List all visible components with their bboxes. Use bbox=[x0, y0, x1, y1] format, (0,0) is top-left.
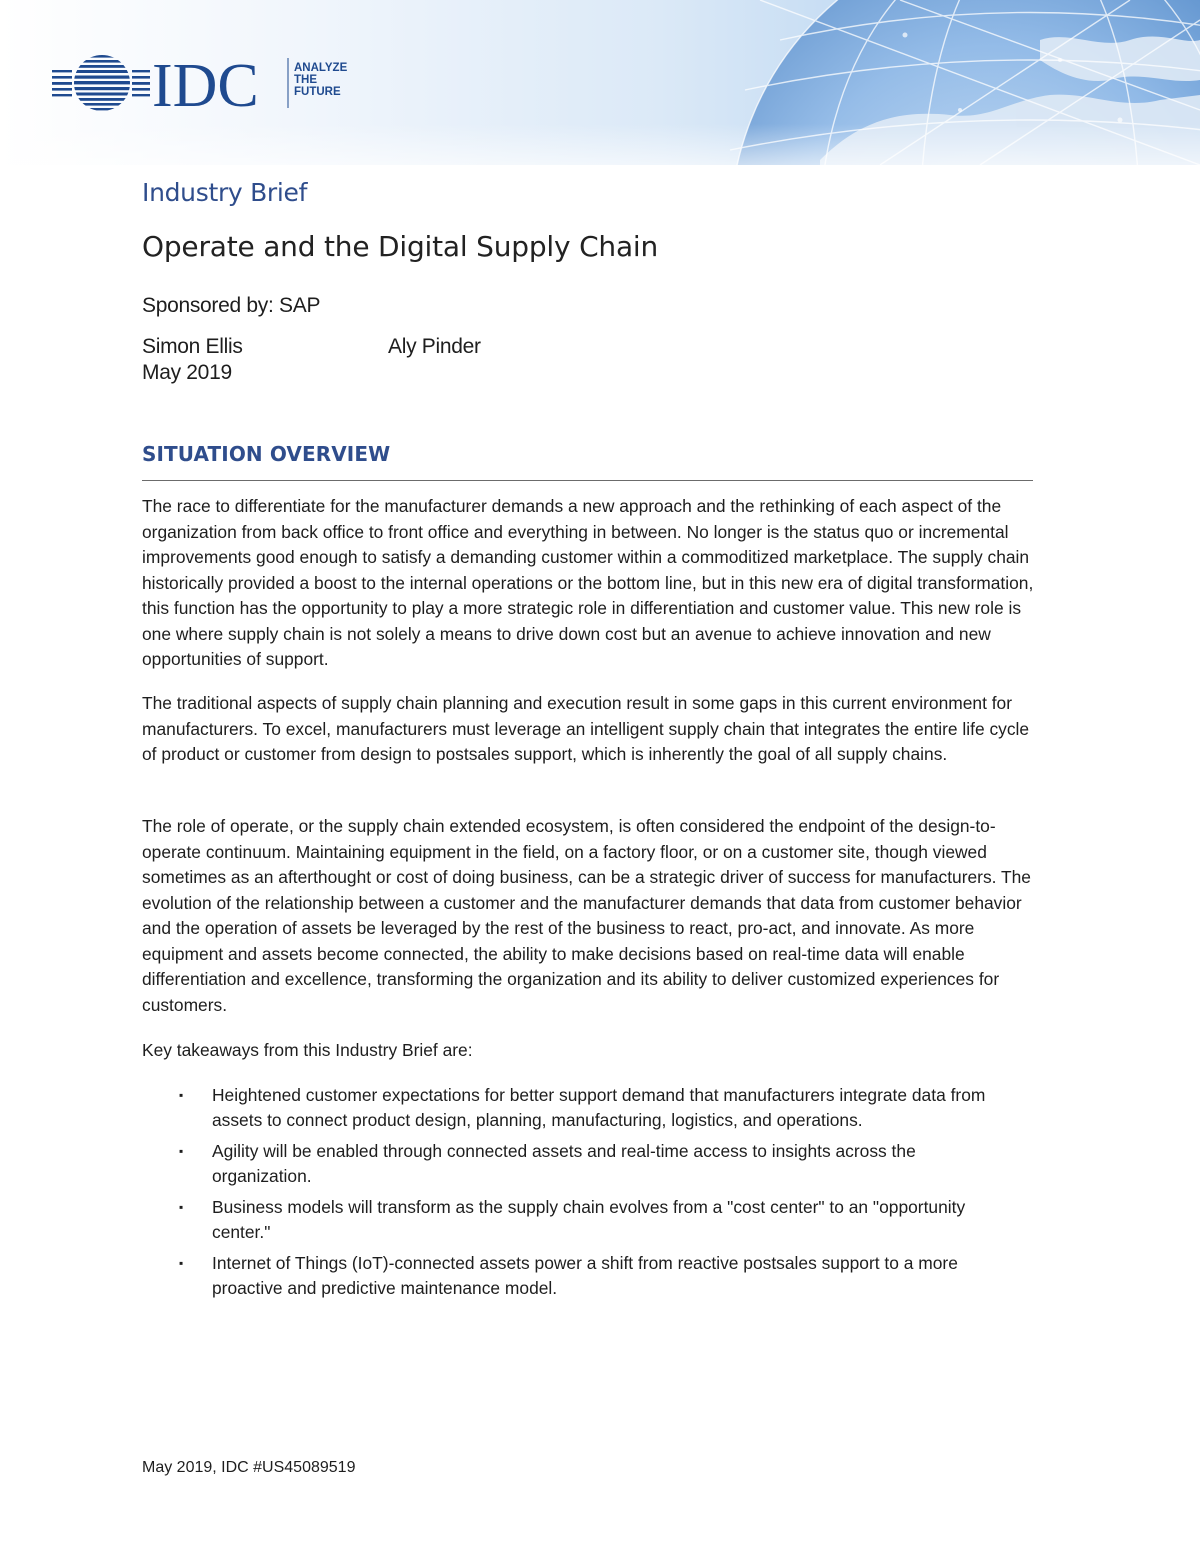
bullet-icon: ▪ bbox=[179, 1256, 184, 1270]
document-type-label: Industry Brief bbox=[142, 178, 308, 207]
list-item bbox=[142, 1139, 1012, 1189]
bullet-icon: ▪ bbox=[179, 1200, 184, 1214]
paragraph-1: The race to differentiate for the manufacturer demands a new approach and the rethinking of each aspect of the organization from back office to front office and everything in between. No longer is the status quo or incremental improvements good enough to satisfy a demanding customer within a commoditized marketplace. The supply chain historically provided a boost to the internal operations or the bottom line, but in this new era of digital transformation, this function has the opportunity to play a more strategic role in differentiation and customer value. This new role is one where supply chain is not solely a means to drive down cost but an avenue to achieve innovation and new opportunities of support. bbox=[142, 496, 1034, 669]
paragraph-3: The role of operate, or the supply chain extended ecosystem, is often considered the endpoint of the design-to-operate continuum. Maintaining equipment in the field, on a factory floor, or on a customer site, though viewed sometimes as an afterthought or cost of doing business, can be a strategic driver of success for manufacturers. The evolution of the relationship between a customer and the manufacturer demands that data from customer behavior and the operation of assets be leveraged by the rest of the business to react, pro-act, and innovate. As more equipment and assets become connected, the ability to make decisions based on real-time data will enable differentiation and excellence, transforming the organization and its ability to deliver customized experiences for customers. bbox=[142, 816, 1031, 1015]
bullet-icon: ▪ bbox=[179, 1088, 184, 1102]
paragraph-4: Key takeaways from this Industry Brief are: bbox=[142, 1040, 473, 1060]
list-item-text: Heightened customer expectations for better support demand that manufacturers integrate data from assets to connect product design, planning, manufacturing, logistics, and operations. bbox=[212, 1085, 986, 1130]
document-title: Operate and the Digital Supply Chain bbox=[142, 230, 659, 263]
takeaways-list bbox=[142, 1083, 1042, 1307]
list-item-text: Internet of Things (IoT)-connected assets power a shift from reactive postsales support to a more proactive and predictive maintenance model. bbox=[212, 1253, 958, 1298]
logo-wordmark: IDC bbox=[152, 52, 259, 120]
section-heading: SITUATION OVERVIEW bbox=[142, 442, 391, 466]
logo-tagline-line-1: ANALYZE bbox=[294, 62, 348, 74]
author-1: Simon Ellis bbox=[142, 335, 243, 358]
logo-tagline-line-3: FUTURE bbox=[294, 86, 341, 98]
document-date: May 2019 bbox=[142, 361, 232, 384]
list-item bbox=[142, 1251, 1012, 1301]
bullet-icon: ▪ bbox=[179, 1144, 184, 1158]
section-divider bbox=[142, 480, 1033, 481]
list-item-text: Business models will transform as the supply chain evolves from a "cost center" to an "opportunity center." bbox=[212, 1197, 966, 1242]
sponsor-line: Sponsored by: SAP bbox=[142, 294, 321, 317]
author-2: Aly Pinder bbox=[388, 335, 481, 358]
list-item-text: Agility will be enabled through connected assets and real-time access to insights across the organization. bbox=[212, 1141, 916, 1186]
paragraph-2: The traditional aspects of supply chain planning and execution result in some gaps in this current environment for manufacturers. To excel, manufacturers must leverage an intelligent supply chain that integrates the entire life cycle of product or customer from design to postsales support, which is inherently the goal of all supply chains. bbox=[142, 693, 1030, 764]
idc-logo bbox=[50, 50, 370, 120]
logo-tagline-line-2: THE bbox=[294, 74, 317, 86]
list-item bbox=[142, 1195, 1012, 1245]
page-footer: May 2019, IDC #US45089519 bbox=[142, 1459, 356, 1476]
list-item bbox=[142, 1083, 1012, 1133]
idc-globe-mark bbox=[50, 55, 160, 110]
